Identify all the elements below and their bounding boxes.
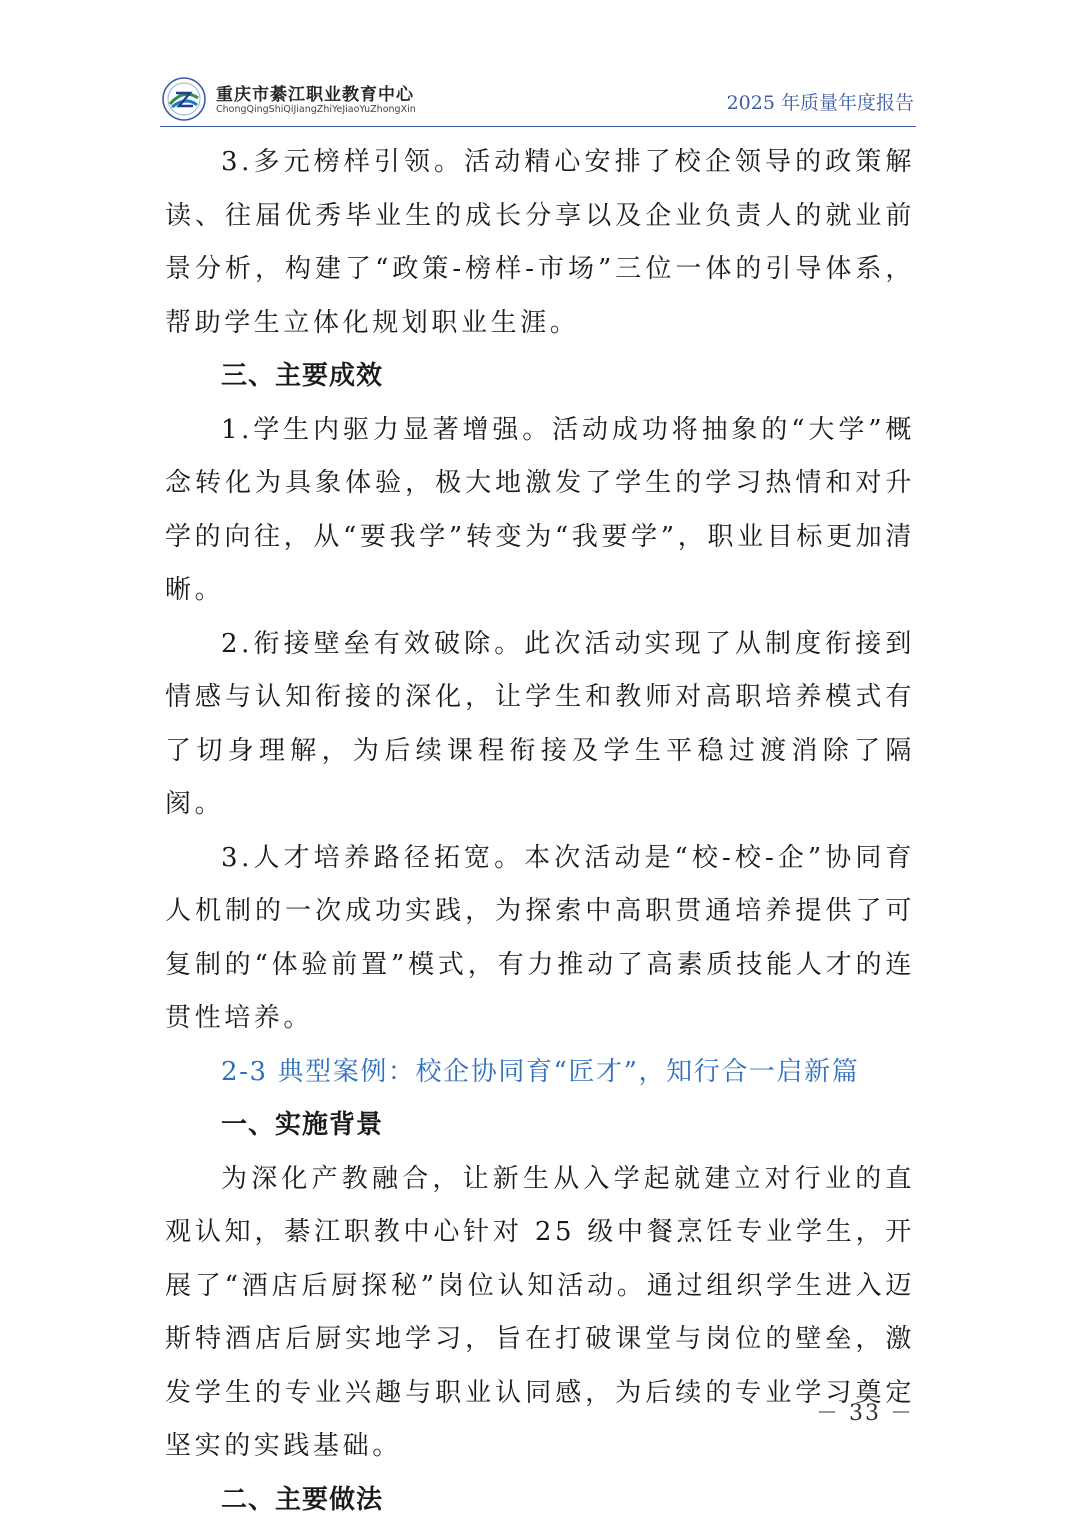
heading-main-methods: 二、主要做法 xyxy=(165,1474,915,1527)
page-body xyxy=(165,136,915,1527)
report-title: 2025 年质量年度报告 xyxy=(727,88,914,115)
case-study-title: 2-3 典型案例：校企协同育“匠才”，知行合一启新篇 xyxy=(165,1046,915,1100)
school-logo-icon xyxy=(160,76,212,122)
school-name-chinese: 重庆市綦江职业教育中心 xyxy=(216,80,414,105)
paragraph-talent-path: 3.人才培养路径拓宽。本次活动是“校-校-企”协同育人机制的一次成功实践，为探索中高职贯通培养提供了可复制的“体验前置”模式，有力推动了高素质技能人才的连贯性培养。 xyxy=(165,832,915,1046)
paragraph-role-models: 3.多元榜样引领。活动精心安排了校企领导的政策解读、往届优秀毕业生的成长分享以及企业负责人的就业前景分析，构建了“政策-榜样-市场”三位一体的引导体系，帮助学生立体化规划职业生涯。 xyxy=(165,136,915,350)
page-number: － 33 － xyxy=(816,1396,914,1427)
heading-background: 一、实施背景 xyxy=(165,1099,915,1153)
paragraph-student-motivation: 1.学生内驱力显著增强。活动成功将抽象的“大学”概念转化为具象体验，极大地激发了学生的学习热情和对升学的向往，从“要我学”转变为“我要学”，职业目标更加清晰。 xyxy=(165,404,915,618)
paragraph-barriers-removed: 2.衔接壁垒有效破除。此次活动实现了从制度衔接到情感与认知衔接的深化，让学生和教师对高职培养模式有了切身理解，为后续课程衔接及学生平稳过渡消除了隔阂。 xyxy=(165,618,915,832)
school-name-pinyin: ChongQingShiQiJiangZhiYeJiaoYuZhongXin xyxy=(216,104,416,115)
page-header xyxy=(160,74,916,127)
paragraph-background: 为深化产教融合，让新生从入学起就建立对行业的直观认知，綦江职教中心针对 25 级中餐烹饪专业学生，开展了“酒店后厨探秘”岗位认知活动。通过组织学生进入迈斯特酒店后厨实地学习，旨在打破课堂与岗位的壁垒，激发学生的专业兴趣与职业认同感，为后续的专业学习奠定坚实的实践基础。 xyxy=(165,1153,915,1474)
heading-main-results: 三、主要成效 xyxy=(165,350,915,404)
